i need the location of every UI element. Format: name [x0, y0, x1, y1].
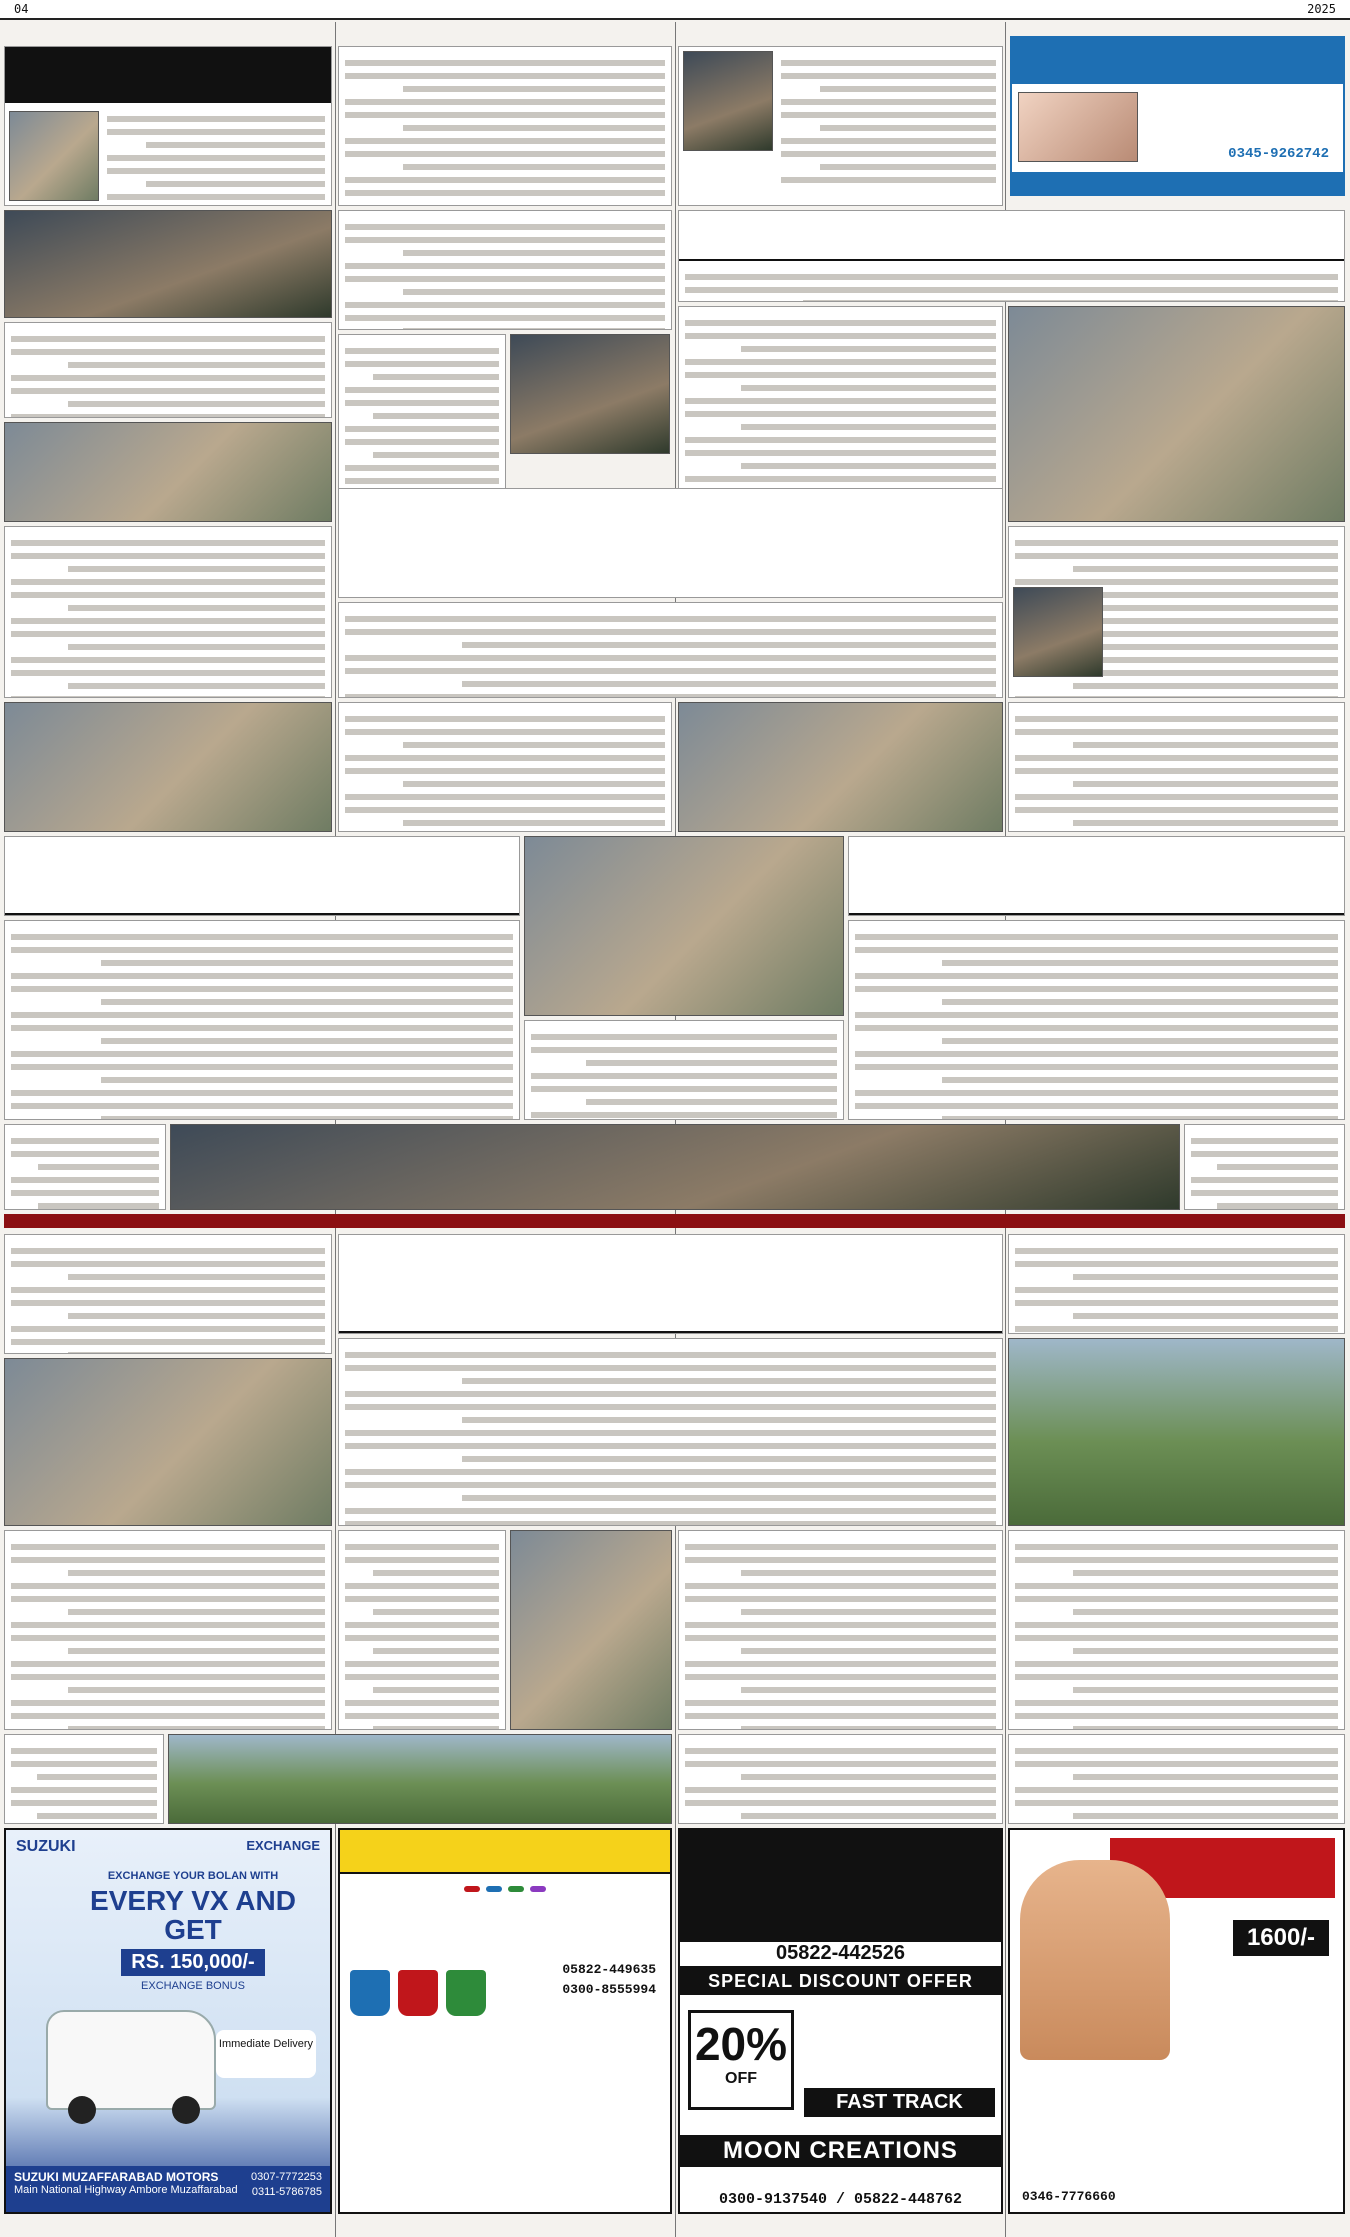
- article-body: [339, 211, 671, 330]
- clinic-photo: [1018, 92, 1138, 162]
- story-right-5: [848, 920, 1345, 1120]
- dealer-phone-2: 0311-5786785: [251, 2186, 322, 2199]
- paint-tag: [464, 1886, 480, 1892]
- office-photo: [4, 702, 332, 832]
- portrait-photo: [9, 111, 99, 201]
- story-left-3: [4, 526, 332, 698]
- story-right-3: [1008, 526, 1345, 698]
- article-body: [679, 1735, 1002, 1824]
- story-strip-right: [1184, 1124, 1345, 1210]
- article-body: [775, 47, 1002, 196]
- discount-percent: 20%: [694, 2018, 788, 2070]
- headline-placeholder: [5, 837, 519, 915]
- discount-off: OFF: [725, 2069, 757, 2087]
- article-body: [1009, 1735, 1344, 1824]
- article-body: [5, 1235, 331, 1354]
- paint-bucket-icon: [350, 1970, 390, 2016]
- paint-tag: [486, 1886, 502, 1892]
- paint-advertisement: [338, 1828, 672, 2214]
- meeting-photo: [4, 1358, 332, 1526]
- award-photo: [524, 836, 844, 1016]
- article-body: [339, 1339, 1002, 1526]
- story-center-right-2: [678, 1530, 1003, 1730]
- story-strip-left: [4, 1124, 166, 1210]
- exchange-offer: [66, 1870, 320, 1992]
- article-body: [679, 261, 1344, 302]
- portrait-photo: [683, 51, 773, 151]
- crowd-photo: [4, 210, 332, 318]
- jewellers-phone: 05822-442526: [680, 1942, 1001, 1968]
- offer-line-4: EXCHANGE BONUS: [141, 1979, 245, 1992]
- story-top-middle: [338, 46, 672, 206]
- clinic-advertisement: [1010, 36, 1345, 196]
- article-body: [849, 921, 1344, 1120]
- story-center-body-2: [338, 1338, 1003, 1526]
- discount-badge: [688, 2010, 794, 2110]
- offer-line-2: EVERY VX AND GET: [90, 1885, 296, 1946]
- story-center-right-3: [678, 1734, 1003, 1824]
- moon-creations-phone: 0300-9137540 / 05822-448762: [718, 2191, 963, 2208]
- masthead: [0, 0, 1350, 20]
- story-left-7: [4, 1734, 164, 1824]
- story-center-banner: [338, 488, 1003, 598]
- paint-tag: [508, 1886, 524, 1892]
- article-body: [5, 527, 331, 698]
- ceremony-photo: [1008, 1338, 1345, 1526]
- wheel-icon: [68, 2096, 96, 2124]
- story-left-5: [4, 1234, 332, 1354]
- news-photo: [4, 422, 332, 522]
- paint-buckets: [350, 1960, 500, 2020]
- newspaper-page: [0, 22, 1350, 2237]
- story-right-8: [1008, 1734, 1345, 1824]
- headline-placeholder: [679, 211, 1344, 261]
- clinic-phone: 0345-9262742: [1228, 146, 1329, 162]
- article-body: [339, 703, 671, 832]
- story-right-7: [1008, 1530, 1345, 1730]
- special-discount-offer: SPECIAL DISCOUNT OFFER: [680, 1968, 1001, 1995]
- offer-amount: RS. 150,000/-: [121, 1949, 264, 1976]
- headline-placeholder: [849, 837, 1344, 915]
- story-wide-right: [848, 836, 1345, 916]
- suzuki-brand: SUZUKI: [16, 1838, 76, 1855]
- fast-track-label: FAST TRACK: [804, 2088, 995, 2117]
- suzuki-advertisement: [4, 1828, 332, 2214]
- story-middle-2: [338, 210, 672, 330]
- office-photo: [1008, 306, 1345, 522]
- story-right-headline: [678, 210, 1345, 302]
- article-body: [5, 1735, 163, 1824]
- paint-bucket-icon: [398, 1970, 438, 2016]
- health-price: 1600/-: [1233, 1920, 1329, 1956]
- clinic-header: [1012, 38, 1343, 84]
- article-body: [339, 603, 1002, 698]
- paint-ad-header: [340, 1830, 670, 1874]
- article-body: [339, 1531, 505, 1730]
- article-body: [5, 323, 331, 418]
- story-left-2: [4, 322, 332, 418]
- meeting-photo: [678, 702, 1003, 832]
- article-body: [1009, 1531, 1344, 1730]
- wheel-icon: [172, 2096, 200, 2124]
- article-body: [5, 1531, 331, 1730]
- clinic-footer-bar: [1012, 172, 1343, 194]
- health-advertisement: [1008, 1828, 1345, 2214]
- headline-placeholder: [339, 489, 1002, 598]
- dealer-phone-1: 0307-7772253: [251, 2171, 322, 2183]
- caption-bar: [4, 1214, 1345, 1228]
- story-center-body: [338, 602, 1003, 698]
- masthead-date: 2025: [1307, 2, 1336, 16]
- story-top-left: [4, 46, 332, 206]
- story-top-center: [678, 46, 1003, 206]
- dealer-phones: [251, 2170, 322, 2201]
- health-phone: 0346-7776660: [1022, 2189, 1116, 2204]
- dealer-address: Main National Highway Ambore Muzaffarabad: [14, 2184, 238, 2196]
- story-center-left-2: [338, 1530, 506, 1730]
- story-center-banner-2: [338, 1234, 1003, 1334]
- article-body: [1009, 1235, 1344, 1334]
- offer-line-1: EXCHANGE YOUR BOLAN WITH: [107, 1870, 279, 1882]
- headline-placeholder: [339, 1235, 1002, 1333]
- story-left-4: [4, 920, 520, 1120]
- dealer-footer: [6, 2166, 330, 2212]
- meeting-photo: [510, 334, 670, 454]
- paint-tag: [530, 1886, 546, 1892]
- article-body: [339, 47, 671, 206]
- story-right-6: [1008, 1234, 1345, 1334]
- story-center-left: [338, 702, 672, 832]
- portrait-photo: [1013, 587, 1103, 677]
- moon-creations-label: MOON CREATIONS: [680, 2135, 1001, 2167]
- event-photo-strip: [170, 1124, 1180, 1210]
- dealer-name: SUZUKI MUZAFFARABAD MOTORS: [14, 2170, 219, 2184]
- paint-phones: [562, 1960, 656, 1999]
- masthead-page-number: 04: [14, 2, 29, 16]
- story-center-caption: [524, 1020, 844, 1120]
- van-icon: [46, 2010, 216, 2110]
- story-right-4: [1008, 702, 1345, 832]
- article-body: [525, 1021, 843, 1120]
- paint-phone-2: 0300-8555994: [562, 1981, 656, 1997]
- article-body: [679, 1531, 1002, 1730]
- award-photo: [510, 1530, 672, 1730]
- jewellers-advertisement: [678, 1828, 1003, 2214]
- jewellers-header: [680, 1830, 1001, 1942]
- headline-placeholder: [5, 47, 331, 103]
- story-left-6: [4, 1530, 332, 1730]
- article-body: [1009, 703, 1344, 832]
- paint-brand-tags: [360, 1886, 650, 1892]
- bodybuilder-photo: [1020, 1860, 1170, 2060]
- exchange-label: EXCHANGE: [246, 1838, 320, 1853]
- article-body: [1185, 1125, 1344, 1210]
- prayer-photo: [168, 1734, 672, 1824]
- story-wide-left: [4, 836, 520, 916]
- article-body: [5, 1125, 165, 1210]
- delivery-badge: Immediate Delivery: [216, 2030, 316, 2078]
- article-body: [5, 921, 519, 1120]
- article-body: [101, 103, 331, 206]
- paint-phone-1: 05822-449635: [562, 1962, 656, 1977]
- paint-bucket-icon: [446, 1970, 486, 2016]
